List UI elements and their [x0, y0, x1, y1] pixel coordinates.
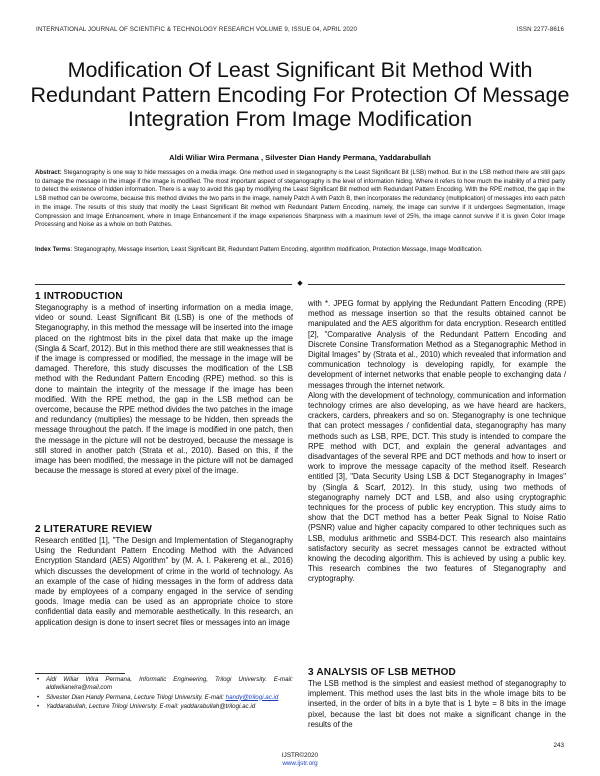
section-separator	[35, 281, 565, 287]
lit-review-body: Research entitled [1], "The Design and Implementation of Steganography Using the Redundant Pattern Encoding Method with the Advanced Encryption Standard (AES) Algorithm" by (M. A. I. Pakereng et al., 2016) which discusses the development of crime in the world of technology. As an example of the case of hiding messages in the form of address data made by employees of a company engaged in the service of sending goods. Image media can be used as an appropriate choice to store confidential data easily and memorable aesthetically. In this research, an application design is done to insert secret files or messages into an image	[35, 536, 293, 627]
journal-website-link[interactable]: www.ijstr.org	[282, 760, 318, 767]
copyright: IJSTR©2020	[281, 752, 319, 759]
footnote-text: Aldi Wiliar Wira Permana, Informatic Engineering, Trilogi University. E-mail: aldiwiliarwira@mail.com	[46, 676, 293, 692]
bullet-icon: •	[37, 676, 40, 683]
abstract-text: Steganography is one way to hide messages on a media image. One method used in steganography is the Least Significant Bit (LSB) method. But in the LSB method there are still gaps to damage the message in the image if the image is modified. The most important aspect of steganography is the level of information hiding. Where it refers to how much the inability of a third party to detect the existence of hidden information. There is a way to avoid this gap by modifying the Least Significant Bit method with Redundant Pattern Encoding. With the RPE method, the gap in the LSB method can be overcome, because this method divides the two parts in the image, namely Patch A with Patch B, then incorporates the redundancy (multiplication) of messages into each patch in the image. The results of this study that modify the Least Significant Bit method with Redundant Pattern Encoding, namely, the image can survive if it undergoes Segmentation, Image Compression and Image Enhancement, where in Image Enhancement if the image experiences Sharpness with a maximum level of 25%, the image cannot survive if it is given Color Image Processing and Noise as a whole on both Patches.	[35, 169, 565, 229]
issn: ISSN 2277-8616	[516, 26, 564, 33]
footnote-text: Yaddarabullah, Lecture Trilogi University. E-mail: yaddarabullah@trilogi.ac.id	[46, 702, 256, 710]
separator-line-right	[308, 284, 565, 285]
intro-body: Steganography is a method of inserting information on a media image, video or sound. Least Significant Bit (LSB) is one of the methods of Steganography, in this method the message will be inserted into the image placed on the rightmost bits in the pixel data that make up the image (Singla & Scarf, 2012). But in this method there are still weaknesses that is if the image is compressed or modified, the message in the image will be damaged. Therefore, this study discusses the modification of the LSB method with the Redundant Pattern Encoding (RPE) method. so this is done to maintain the integrity of the message if the image has been modified. With the RPE method, the gap in the LSB method can be overcome, because the RPE method divides the two patches in the image and redundancy (multiplies) the message to be hidden, then spreads the message throughout the patch. If the image is modified in one patch, then the message in the picture will not be destroyed, because the message is still stored in another patch (Strata et al., 2010). Based on this, if the image has been modified, the message in the picture will not be damaged because the message is stored at every pixel of the image.	[35, 303, 293, 476]
footnotes	[35, 676, 293, 712]
analysis-heading: 3 ANALYSIS OF LSB METHOD	[308, 667, 456, 678]
diamond-icon: ◆	[297, 280, 303, 287]
paragraph: with *. JPEG format by applying the Redundant Pattern Encoding (RPE) method as message insertion so that the results obtained cannot be manipulated and the AES algorithm for data encryption. Research entitled [2], "Comparative Analysis of the Redundant Pattern Encoding and Discrete Consine Transformation Method as a Steganographic Method in Digital Images" by (Strata et al., 2010) which revealed that information and communication technology is developing rapidly, for example the development of internet networks that enable people to exchanging data / messages through the internet network.	[308, 299, 566, 390]
right-column-body	[308, 299, 566, 585]
footnote-item	[35, 694, 293, 702]
footnote-rule	[35, 673, 125, 674]
footnote-item	[35, 676, 293, 693]
page-footer	[0, 752, 600, 768]
bullet-icon: •	[37, 702, 40, 710]
footnote-text: Silvester Dian Handy Permana, Lecture Trilogi University. E-mail:	[46, 693, 224, 701]
footnote-item	[35, 703, 293, 711]
journal-name: INTERNATIONAL JOURNAL OF SCIENTIFIC & TECHNOLOGY RESEARCH VOLUME 9, ISSUE 04, APRIL 2020	[36, 26, 358, 33]
index-terms-text: : Steganography, Message Insertion, Least Significant Bit, Redundant Pattern Encoding, algorithm modification, Protection Message, Image Modification.	[70, 246, 483, 253]
analysis-body: The LSB method is the simplest and easiest method of steganography to implement. This method uses the last bits in the whole image bits to be inserted, in the order of bits in a byte that is 1 byte = 8 bits in the image pixel, because the last bit does not make a significant change in the results of the	[308, 679, 566, 729]
intro-heading: 1 INTRODUCTION	[35, 291, 123, 302]
separator-line-left	[35, 284, 292, 285]
index-terms-label: Index Terms	[35, 246, 71, 253]
abstract	[35, 169, 565, 230]
page-number: 243	[553, 742, 564, 749]
bullet-icon: •	[37, 693, 40, 701]
index-terms	[35, 246, 565, 255]
paragraph: Along with the development of technology, communication and information technology crimes are also developing, as we have heard are hackers, crackers, carders, phreakers and so on. Steganography is one technique that can protect messages / confidential data, steganography has many methods such as LSB, RPE, DCT. This study is intended to compare the RPE method with DCT, and explain the general advantages and disadvantages of the several RPE and DCT methods and how to insert or work to improve the message capacity of the method itself. Research entitled [3], "Data Security Using LSB & DCT Steganography in Images" by (Singla & Scarf, 2012). In this study, using two methods of steganography namely DCT and LSB, and also using cryptographic techniques for the process of public key encryption. This study aims to show that the DCT method has a better Peak Signal to Noise Ratio (PSNR) value and higher capacity compared to other techniques such as LSB, modulus arithmetic and SSB4-DCT. This research also maintains satisfactory security as secret messages cannot be extracted without knowing the decoding algorithm. This is achieved by using a public key. This research combines the two features of Steganography and cryptography.	[308, 390, 566, 584]
paper-title: Modification Of Least Significant Bit Method With Redundant Pattern Encoding For Protection Of Message Integration From Image Modification	[30, 58, 570, 131]
author-list: Aldi Wiliar Wira Permana , Silvester Dian Handy Permana, Yaddarabullah	[169, 153, 431, 162]
email-link[interactable]: handy@trilogi.ac.id	[225, 693, 279, 701]
lit-review-heading: 2 LITERATURE REVIEW	[35, 524, 152, 535]
abstract-label: Abstract:	[35, 169, 62, 176]
